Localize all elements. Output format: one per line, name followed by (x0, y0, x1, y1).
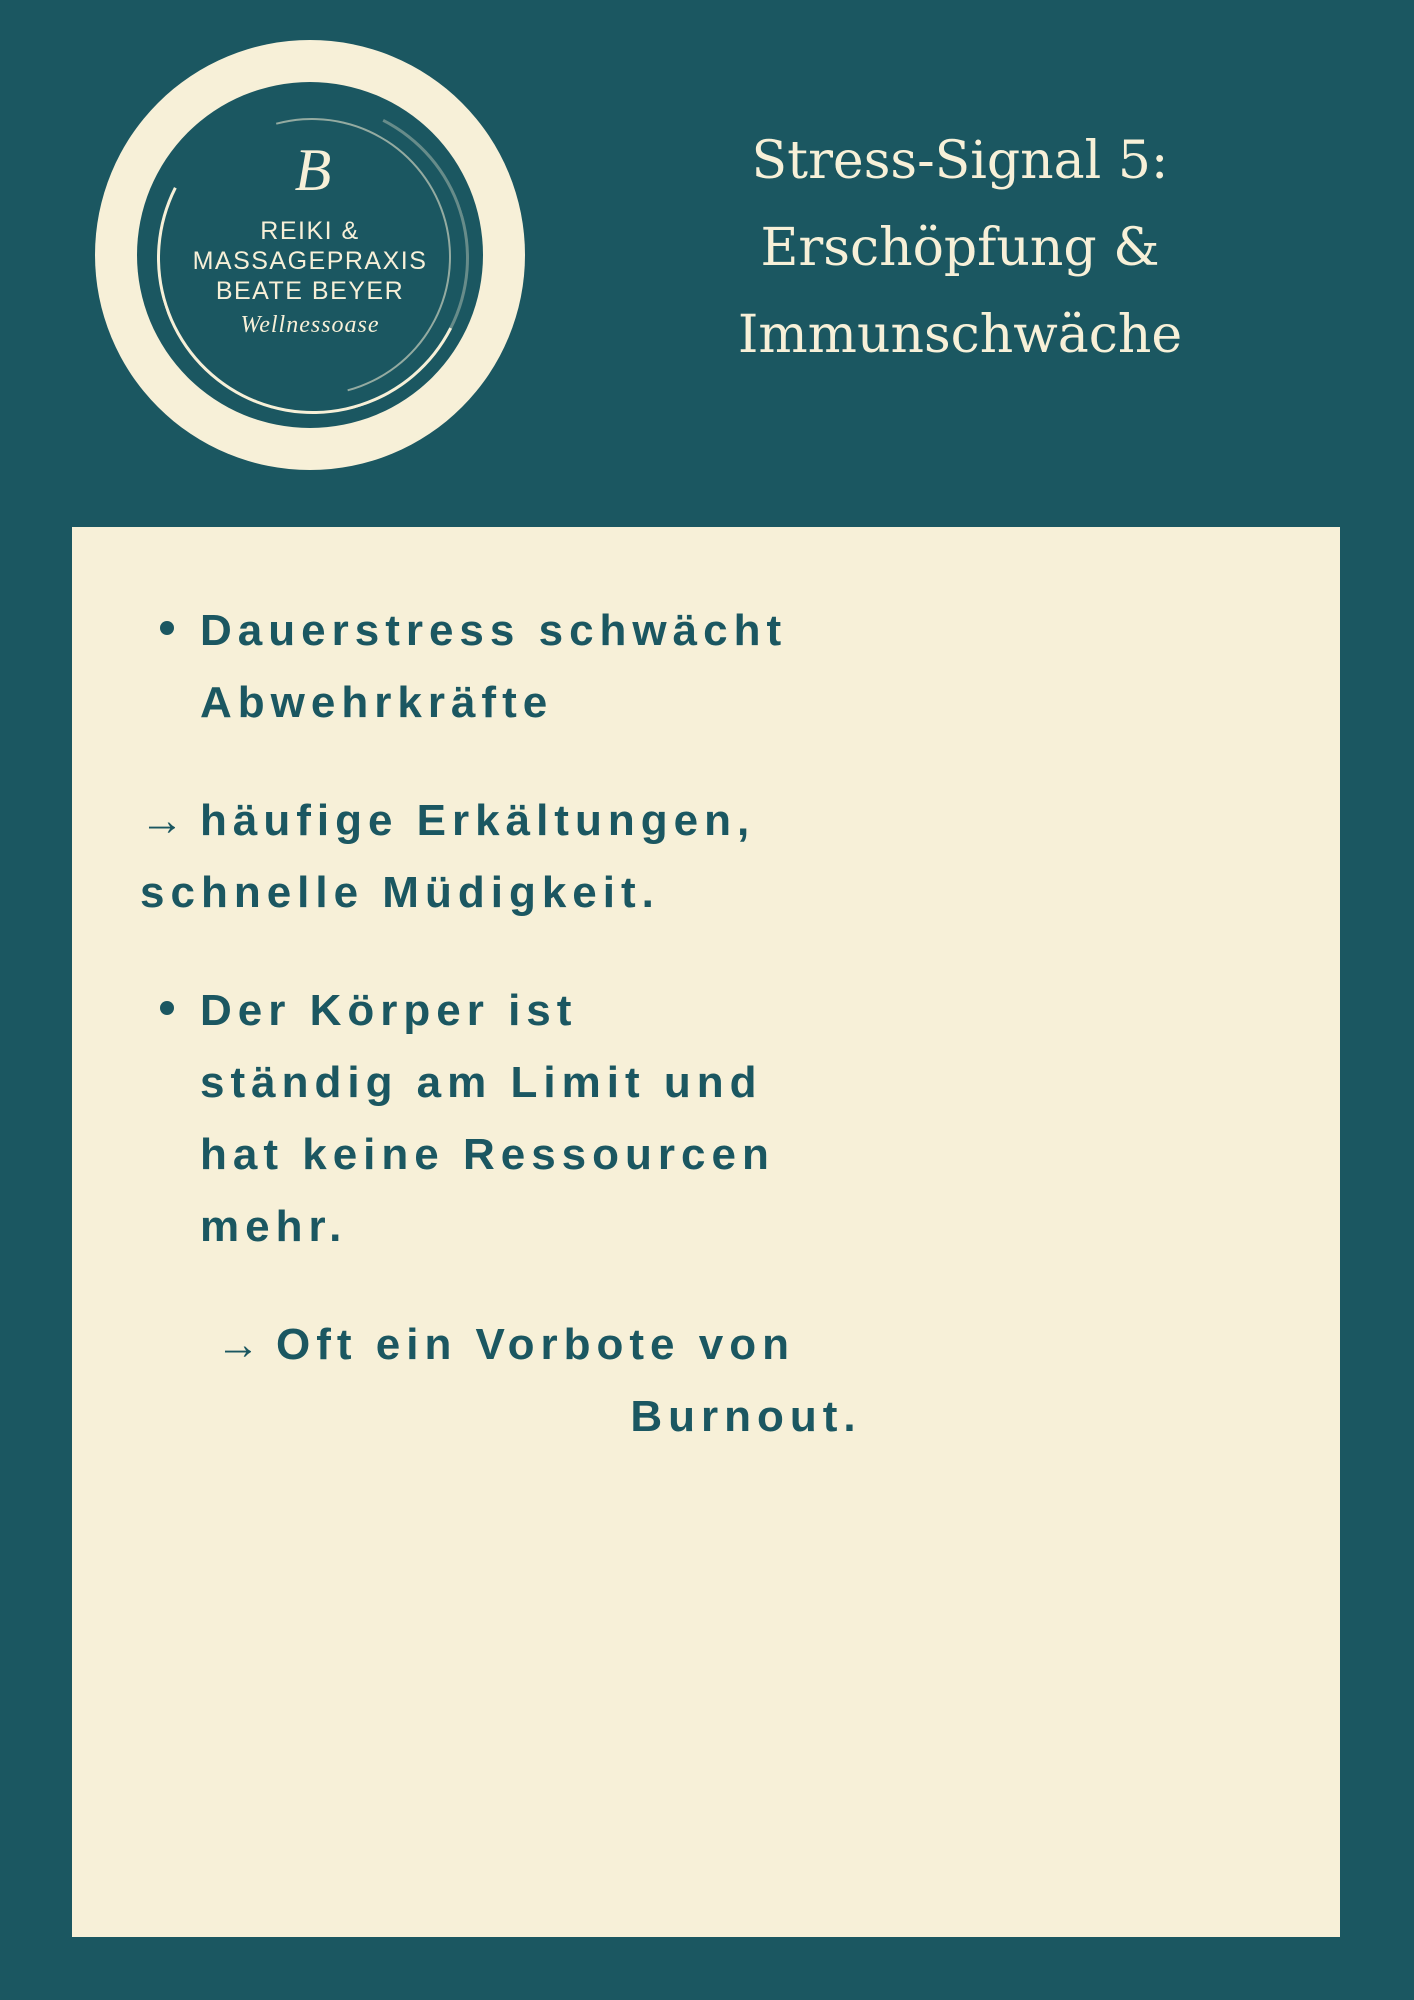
list-item-line-1: häufige Erkältungen, (200, 796, 756, 845)
list-item-line-2: ständig am Limit und (200, 1058, 763, 1107)
logo-name-line-3: BEATE BEYER (215, 277, 405, 305)
brand-logo (95, 40, 525, 470)
page-title-line-1: Stress-Signal 5: (751, 131, 1169, 191)
content-card (72, 527, 1340, 1937)
list-item (140, 785, 1276, 929)
list-item-line-3: hat keine Ressourcen (200, 1130, 775, 1179)
logo-practice-name (95, 216, 525, 306)
list-item (140, 595, 1276, 739)
list-item-line-1: Dauerstress schwächt (200, 606, 788, 655)
arrow-right-icon: → (216, 1320, 260, 1369)
list-item (140, 1309, 1276, 1453)
list-item-line-2: Burnout. (630, 1392, 862, 1441)
logo-monogram: B (294, 137, 326, 203)
logo-name-line-1: REIKI & (260, 217, 360, 245)
logo-tagline: Wellnessoase (240, 312, 380, 338)
bullet-dot-icon (160, 621, 174, 635)
page-title-line-2: Erschöpfung & (760, 218, 1160, 278)
poster-header (0, 0, 1414, 500)
list-item-line-2: Abwehrkräfte (200, 678, 554, 727)
logo-name-line-2: MASSAGEPRAXIS (192, 247, 428, 275)
arrow-right-icon: → (140, 796, 184, 845)
content-list (140, 595, 1276, 1499)
list-item-line-1: Oft ein Vorbote von (276, 1320, 795, 1369)
list-item-line-4: mehr. (200, 1202, 348, 1251)
page-title (560, 118, 1360, 379)
page-title-line-3: Immunschwäche (737, 305, 1183, 365)
list-item-line-1: Der Körper ist (200, 986, 578, 1035)
list-item (140, 975, 1276, 1263)
bullet-dot-icon (160, 1001, 174, 1015)
list-item-line-2: schnelle Müdigkeit. (140, 868, 660, 917)
